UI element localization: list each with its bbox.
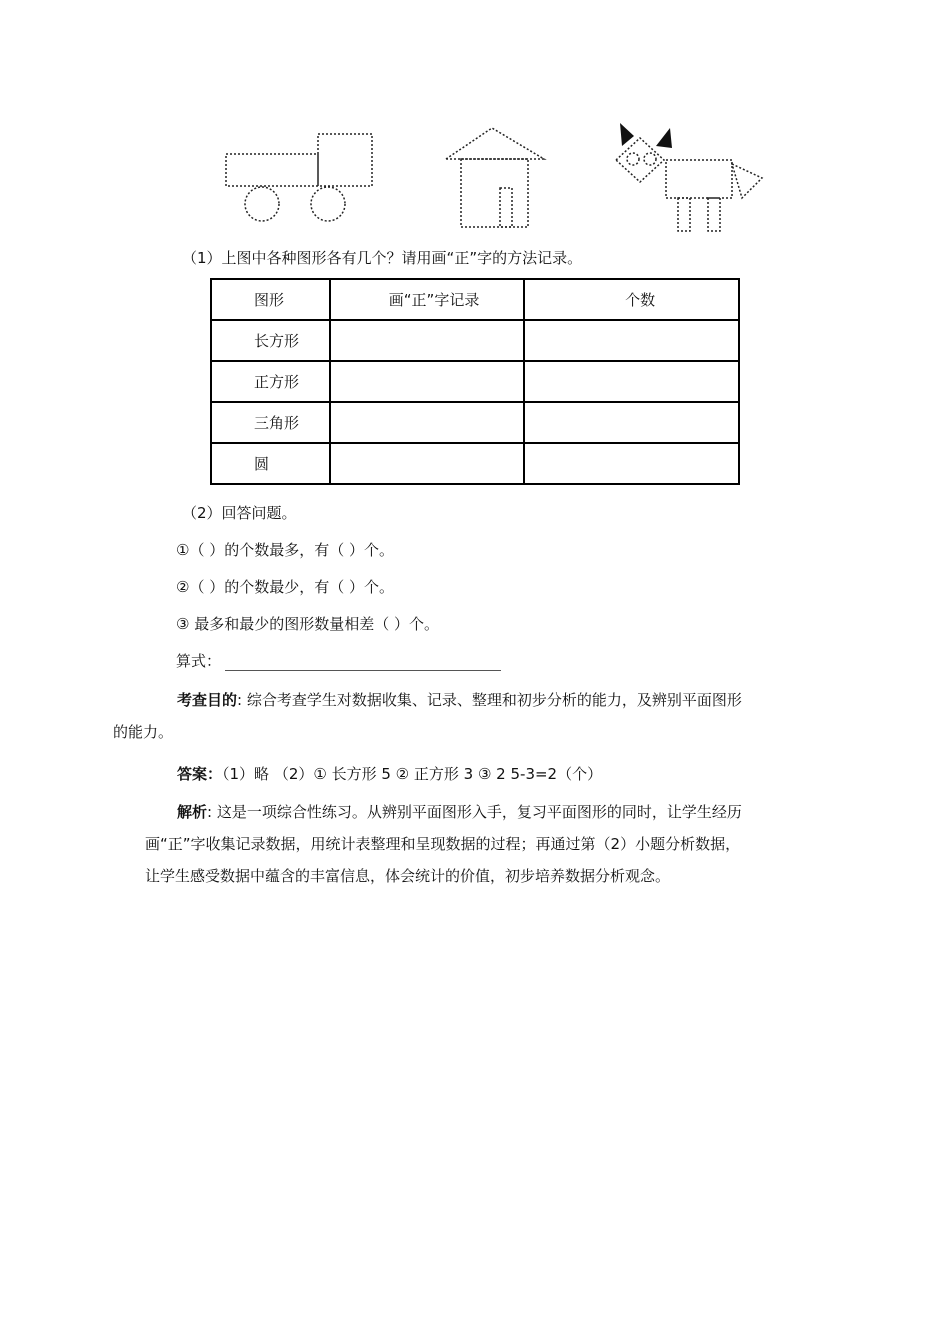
row-tally-cell[interactable] (330, 320, 524, 361)
answer-paragraph (145, 758, 815, 790)
question-2-item-3: ③ 最多和最少的图形数量相差（ ）个。 (176, 615, 439, 633)
analysis-line-1: : 这是一项综合性练习。从辨别平面图形入手，复习平面图形的同时，让学生经历 (207, 803, 742, 821)
purpose-text: : 综合考查学生对数据收集、记录、整理和初步分析的能力，及辨别平面图形 (237, 691, 742, 709)
cow-tail-triangle (732, 164, 762, 198)
table-row (211, 443, 739, 484)
cow-eye-right (644, 153, 656, 165)
truck-wheel-right (311, 187, 345, 221)
cow-eye-left (627, 153, 639, 165)
row-tally-cell[interactable] (330, 402, 524, 443)
purpose-label: 考查目的 (177, 691, 238, 709)
question-2-item-1: ①（ ）的个数最多，有（ ）个。 (176, 541, 394, 559)
header-count: 个数 (524, 279, 739, 320)
row-shape: 三角形 (211, 402, 330, 443)
cow-ear-left (620, 123, 634, 146)
row-count-cell[interactable] (524, 361, 739, 402)
house-figure (446, 128, 544, 227)
cow-figure (616, 123, 762, 231)
shape-figures (210, 118, 770, 236)
truck-wheel-left (245, 187, 279, 221)
table-header-row (211, 279, 739, 320)
cow-ear-right (656, 128, 672, 148)
purpose-paragraph (113, 684, 815, 748)
row-shape: 圆 (211, 443, 330, 484)
row-count-cell[interactable] (524, 402, 739, 443)
question-1: （1）上图中各种图形各有几个？请用画“正”字的方法记录。 (182, 249, 583, 267)
analysis-line-2: 画“正”字收集记录数据，用统计表整理和呈现数据的过程；再通过第（2）小题分析数据， (145, 835, 741, 853)
cow-leg-left (678, 198, 690, 231)
analysis-label: 解析 (177, 803, 208, 821)
table-row (211, 402, 739, 443)
cow-body-rectangle (666, 160, 732, 198)
answer-text: （1）略 （2）① 长方形 5 ② 正方形 3 ③ 2 5-3=2（个） (222, 765, 603, 783)
table-row (211, 320, 739, 361)
purpose-text-cont: 的能力。 (113, 723, 174, 741)
truck-figure (226, 134, 372, 221)
row-shape: 正方形 (211, 361, 330, 402)
row-count-cell[interactable] (524, 320, 739, 361)
row-count-cell[interactable] (524, 443, 739, 484)
house-door-rectangle (500, 188, 512, 227)
house-wall-square (461, 159, 528, 227)
truck-body-rectangle (226, 154, 318, 186)
analysis-paragraph (145, 796, 815, 892)
row-shape: 长方形 (211, 320, 330, 361)
formula-line (176, 651, 501, 671)
question-2-title: （2）回答问题。 (182, 504, 297, 522)
cow-leg-right (708, 198, 720, 231)
answer-label: 答案： (177, 765, 223, 783)
row-tally-cell[interactable] (330, 361, 524, 402)
header-shape: 图形 (211, 279, 330, 320)
house-roof-triangle (446, 128, 544, 159)
analysis-line-3: 让学生感受数据中蕴含的丰富信息，体会统计的价值，初步培养数据分析观念。 (145, 867, 671, 885)
tally-table (210, 278, 740, 485)
table-row (211, 361, 739, 402)
formula-label: 算式： (176, 652, 222, 670)
question-2-item-2: ②（ ）的个数最少，有（ ）个。 (176, 578, 394, 596)
row-tally-cell[interactable] (330, 443, 524, 484)
header-tally: 画“正”字记录 (330, 279, 524, 320)
formula-blank[interactable] (225, 656, 501, 671)
analysis-line-1-wrap (145, 796, 815, 828)
truck-cab-square (318, 134, 372, 186)
